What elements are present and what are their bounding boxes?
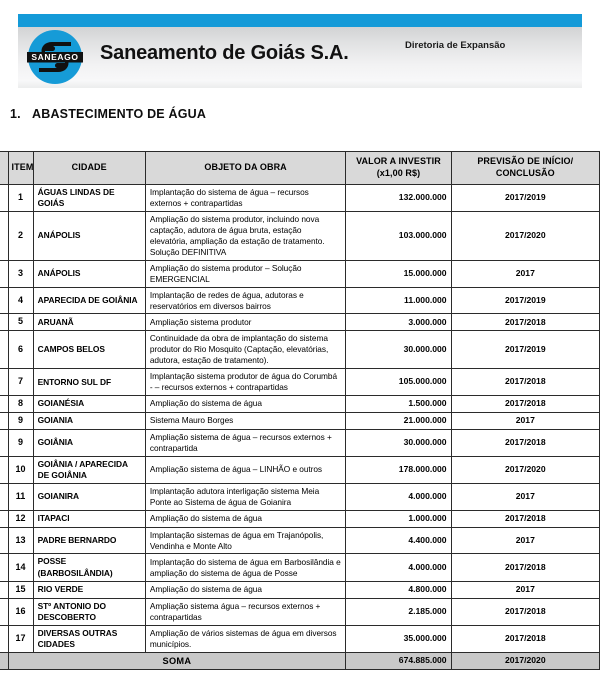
- section-heading: [10, 107, 590, 121]
- row-date: 2017/2018: [451, 554, 599, 581]
- table-row: [0, 483, 600, 510]
- row-object: Implantação do sistema de água – recursos externos + contrapartidas: [145, 184, 346, 211]
- column-header-spacer: [0, 152, 8, 185]
- row-item-number: 14: [8, 554, 33, 581]
- row-date: 2017: [451, 412, 599, 429]
- row-value: 3.000.000: [346, 314, 451, 331]
- row-spacer-cell: [0, 331, 8, 369]
- column-header-date-line2: CONCLUSÃO: [495, 167, 555, 178]
- table-row: [0, 456, 600, 483]
- row-object: Ampliação sistema de água – LINHÃO e outros: [145, 456, 346, 483]
- row-value: 103.000.000: [346, 211, 451, 260]
- row-item-number: 11: [8, 483, 33, 510]
- table-row: [0, 314, 600, 331]
- column-header-date: [451, 152, 599, 185]
- row-item-number: 5: [8, 314, 33, 331]
- column-header-value-line1: VALOR A INVESTIR: [356, 156, 441, 166]
- row-item-number: 3: [8, 260, 33, 287]
- row-city: ARUANÃ: [33, 314, 145, 331]
- row-value: 4.800.000: [346, 581, 451, 598]
- row-spacer-cell: [0, 456, 8, 483]
- svg-text:SANEAGO: SANEAGO: [31, 52, 79, 62]
- page-header: [0, 0, 600, 96]
- row-city: GOIANIA: [33, 412, 145, 429]
- row-date: 2017/2020: [451, 456, 599, 483]
- row-date: 2017/2018: [451, 510, 599, 527]
- row-value: 1.000.000: [346, 510, 451, 527]
- row-value: 1.500.000: [346, 396, 451, 413]
- row-item-number: 8: [8, 396, 33, 413]
- row-item-number: 17: [8, 625, 33, 652]
- table-header-row: [0, 152, 600, 185]
- row-object: Sistema Mauro Borges: [145, 412, 346, 429]
- row-object: Ampliação do sistema produtor, incluindo nova captação, adutora de água bruta, estação elevatória, ampliação da estação de tratamento. Solução DEFINITIVA: [145, 211, 346, 260]
- row-value: 11.000.000: [346, 287, 451, 314]
- row-object: Ampliação do sistema de água: [145, 581, 346, 598]
- row-date: 2017/2018: [451, 598, 599, 625]
- row-date: 2017/2020: [451, 211, 599, 260]
- company-name: Saneamento de Goiás S.A.: [100, 42, 349, 64]
- row-city: RIO VERDE: [33, 581, 145, 598]
- table-row: [0, 527, 600, 554]
- row-spacer-cell: [0, 598, 8, 625]
- row-city: GOIANIRA: [33, 483, 145, 510]
- row-value: 30.000.000: [346, 429, 451, 456]
- row-item-number: 13: [8, 527, 33, 554]
- section-title-text: ABASTECIMENTO DE ÁGUA: [32, 107, 207, 121]
- row-spacer-cell: [0, 369, 8, 396]
- row-spacer-cell: [0, 483, 8, 510]
- row-date: 2017/2018: [451, 429, 599, 456]
- row-date: 2017/2018: [451, 625, 599, 652]
- row-spacer-cell: [0, 554, 8, 581]
- row-object: Ampliação do sistema de água: [145, 396, 346, 413]
- row-spacer-cell: [0, 625, 8, 652]
- row-item-number: 7: [8, 369, 33, 396]
- table-row: [0, 510, 600, 527]
- row-value: 2.185.000: [346, 598, 451, 625]
- row-item-number: 10: [8, 456, 33, 483]
- row-value: 4.400.000: [346, 527, 451, 554]
- row-city: STº ANTONIO DO DESCOBERTO: [33, 598, 145, 625]
- table-row: [0, 369, 600, 396]
- row-item-number: 6: [8, 331, 33, 369]
- row-object: Implantação sistemas de água em Trajanópolis, Vendinha e Monte Alto: [145, 527, 346, 554]
- total-label-cell: SOMA: [8, 652, 346, 669]
- row-value: 132.000.000: [346, 184, 451, 211]
- row-value: 35.000.000: [346, 625, 451, 652]
- column-header-item: ITEM: [8, 152, 33, 185]
- row-object: Implantação do sistema de água em Barbosilândia e ampliação do sistema de água de Posse: [145, 554, 346, 581]
- row-object: Ampliação do sistema produtor – Solução EMERGENCIAL: [145, 260, 346, 287]
- table-row: [0, 211, 600, 260]
- row-value: 105.000.000: [346, 369, 451, 396]
- row-city: APARECIDA DE GOIÂNIA: [33, 287, 145, 314]
- row-item-number: 9: [8, 412, 33, 429]
- row-object: Implantação sistema produtor de água do Corumbá - – recursos externos + contrapartidas: [145, 369, 346, 396]
- column-header-date-line1: PREVISÃO DE INÍCIO/: [477, 156, 574, 166]
- row-city: ANÁPOLIS: [33, 260, 145, 287]
- row-value: 30.000.000: [346, 331, 451, 369]
- row-city: ANÁPOLIS: [33, 211, 145, 260]
- row-spacer-cell: [0, 429, 8, 456]
- row-value: 4.000.000: [346, 483, 451, 510]
- row-object: Ampliação sistema água – recursos externos + contrapartidas: [145, 598, 346, 625]
- table-row: [0, 260, 600, 287]
- row-spacer-cell: [0, 260, 8, 287]
- row-city: ÁGUAS LINDAS DE GOIÁS: [33, 184, 145, 211]
- row-city: CAMPOS BELOS: [33, 331, 145, 369]
- row-item-number: 16: [8, 598, 33, 625]
- row-item-number: 12: [8, 510, 33, 527]
- column-header-value: [346, 152, 451, 185]
- row-date: 2017/2019: [451, 184, 599, 211]
- table-row: [0, 287, 600, 314]
- row-item-number: 15: [8, 581, 33, 598]
- column-header-city: CIDADE: [33, 152, 145, 185]
- table-body: [0, 184, 600, 652]
- column-header-value-line2: (x1,00 R$): [376, 167, 421, 178]
- table-row: [0, 184, 600, 211]
- row-value: 4.000.000: [346, 554, 451, 581]
- row-date: 2017/2019: [451, 331, 599, 369]
- row-value: 21.000.000: [346, 412, 451, 429]
- row-object: Implantação de redes de água, adutoras e reservatórios em diversos bairros: [145, 287, 346, 314]
- table-row: [0, 554, 600, 581]
- row-spacer-cell: [0, 396, 8, 413]
- row-object: Ampliação sistema de água – recursos externos + contrapartida: [145, 429, 346, 456]
- row-date: 2017/2018: [451, 314, 599, 331]
- total-row: [0, 652, 600, 669]
- row-date: 2017: [451, 527, 599, 554]
- saneago-logo: [17, 29, 93, 85]
- row-date: 2017: [451, 581, 599, 598]
- row-spacer-cell: [0, 287, 8, 314]
- row-item-number: 4: [8, 287, 33, 314]
- row-city: POSSE (BARBOSILÂNDIA): [33, 554, 145, 581]
- table-row: [0, 429, 600, 456]
- row-spacer-cell: [0, 581, 8, 598]
- row-city: ENTORNO SUL DF: [33, 369, 145, 396]
- table-row: [0, 581, 600, 598]
- total-date-cell: 2017/2020: [451, 652, 599, 669]
- row-value: 15.000.000: [346, 260, 451, 287]
- row-object: Ampliação do sistema de água: [145, 510, 346, 527]
- row-object: Continuidade da obra de implantação do sistema produtor do Rio Mosquito (Captação, elevatórias, adutora, estação de tratamento).: [145, 331, 346, 369]
- row-object: Ampliação de vários sistemas de água em diversos municípios.: [145, 625, 346, 652]
- row-spacer-cell: [0, 510, 8, 527]
- row-item-number: 9: [8, 429, 33, 456]
- row-date: 2017: [451, 483, 599, 510]
- row-spacer-cell: [0, 211, 8, 260]
- row-spacer-cell: [0, 527, 8, 554]
- table-row: [0, 625, 600, 652]
- row-spacer-cell: [0, 412, 8, 429]
- row-date: 2017: [451, 260, 599, 287]
- total-spacer-cell: [0, 652, 8, 669]
- row-city: DIVERSAS OUTRAS CIDADES: [33, 625, 145, 652]
- table-row: [0, 412, 600, 429]
- header-accent-bar: [18, 14, 582, 27]
- table-header: [0, 152, 600, 185]
- row-city: GOIANÉSIA: [33, 396, 145, 413]
- section-number: 1.: [10, 107, 21, 121]
- total-value-cell: 674.885.000: [346, 652, 451, 669]
- row-item-number: 1: [8, 184, 33, 211]
- row-spacer-cell: [0, 314, 8, 331]
- table-footer: [0, 652, 600, 669]
- row-date: 2017/2018: [451, 369, 599, 396]
- column-header-object: OBJETO DA OBRA: [145, 152, 346, 185]
- table-row: [0, 331, 600, 369]
- water-supply-works-table: [0, 151, 600, 670]
- row-item-number: 2: [8, 211, 33, 260]
- row-spacer-cell: [0, 184, 8, 211]
- row-object: Ampliação sistema produtor: [145, 314, 346, 331]
- department-label: Diretoria de Expansão: [405, 40, 506, 51]
- row-city: PADRE BERNARDO: [33, 527, 145, 554]
- row-date: 2017/2018: [451, 396, 599, 413]
- row-city: ITAPACI: [33, 510, 145, 527]
- row-object: Implantação adutora interligação sistema Meia Ponte ao Sistema de água de Goianira: [145, 483, 346, 510]
- row-city: GOIÂNIA / APARECIDA DE GOIÂNIA: [33, 456, 145, 483]
- row-city: GOIÂNIA: [33, 429, 145, 456]
- table-row: [0, 396, 600, 413]
- row-date: 2017/2019: [451, 287, 599, 314]
- table-row: [0, 598, 600, 625]
- row-value: 178.000.000: [346, 456, 451, 483]
